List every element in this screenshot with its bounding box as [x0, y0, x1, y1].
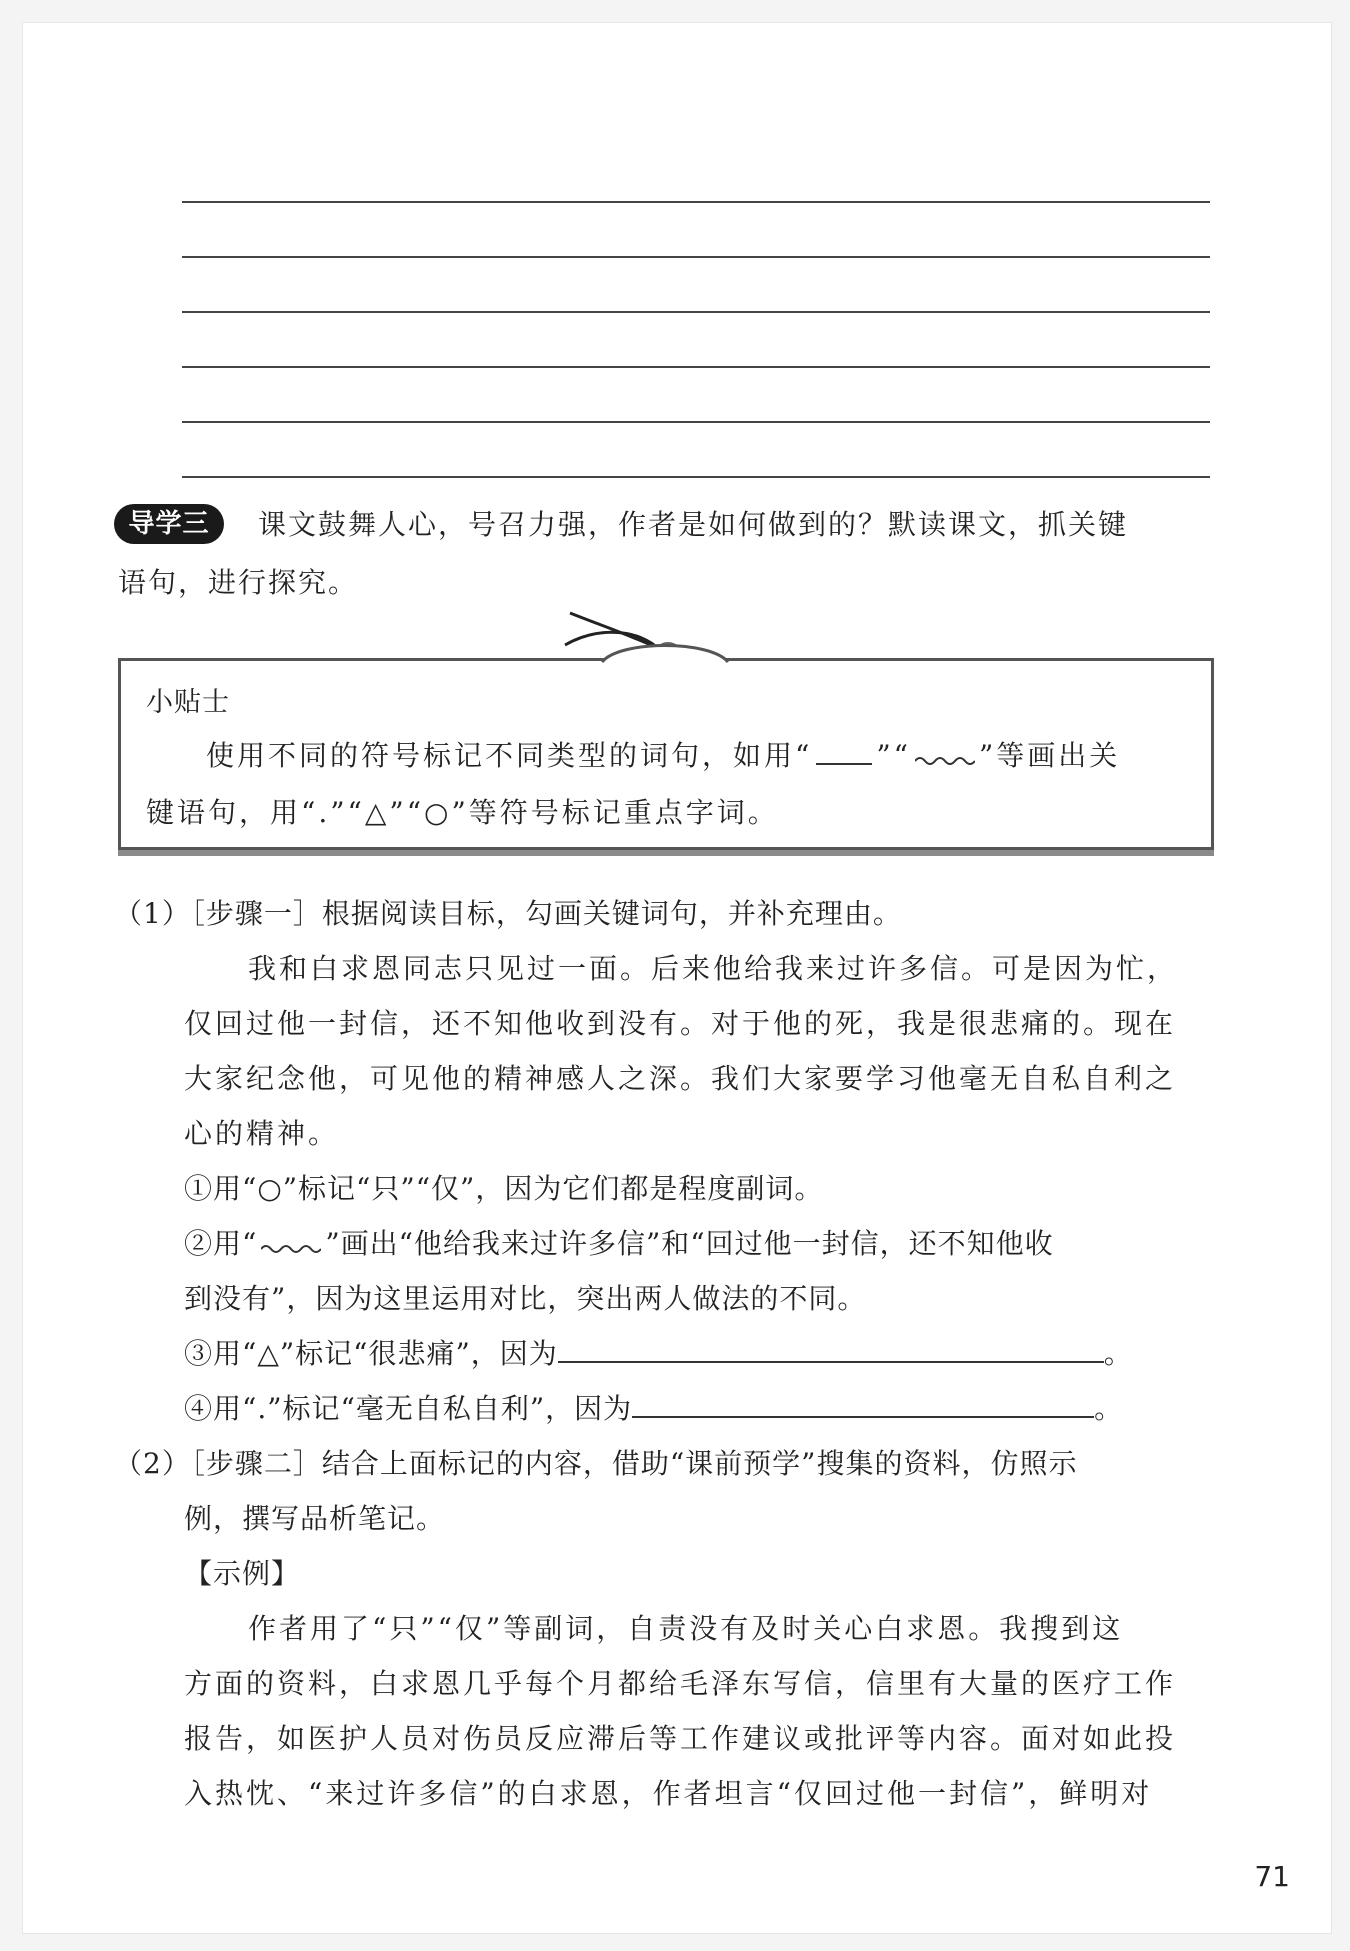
answer-line[interactable]: [182, 366, 1210, 368]
page-number: 71: [1254, 1860, 1290, 1893]
tip-line1-b: ”“: [876, 739, 911, 772]
section-prompt-line2: 语句，进行探究。: [118, 566, 359, 599]
example-line: 入热忱、“来过许多信”的白求恩，作者坦言“仅回过他一封信”，鲜明对: [184, 1777, 1153, 1810]
tip-line2: 键语句，用“.”“△”“○”等符号标记重点字词。: [146, 796, 779, 829]
tip-box-notch: [600, 640, 730, 666]
example-line: 方面的资料，白求恩几乎每个月都给毛泽东写信，信里有大量的医疗工作: [184, 1667, 1177, 1700]
answer-blank[interactable]: [632, 1386, 1094, 1418]
end-mark: 。: [1094, 1392, 1124, 1425]
step1-passage-line: 心的精神。: [184, 1117, 340, 1150]
answer-line[interactable]: [182, 476, 1210, 478]
step1-passage-line: 大家纪念他，可见他的精神感人之深。我们大家要学习他毫无自私自利之: [184, 1062, 1177, 1095]
section-prompt-line1: 课文鼓舞人心，号召力强，作者是如何做到的？默读课文，抓关键: [258, 508, 1129, 541]
step1-item4-text: ④用“.”标记“毫无自私自利”，因为: [184, 1392, 633, 1425]
wavy-line-icon: [261, 1243, 321, 1255]
example-label: 【示例】: [184, 1557, 301, 1590]
step1-item3: [184, 1326, 1133, 1382]
step1-item4: [184, 1381, 1123, 1437]
step1-item2-a: ②用“: [184, 1227, 258, 1260]
step1-passage-line: 仅回过他一封信，还不知他收到没有。对于他的死，我是很悲痛的。现在: [184, 1007, 1177, 1040]
example-line: 作者用了“只”“仅”等副词，自责没有及时关心白求恩。我搜到这: [248, 1612, 1124, 1645]
tip-title: 小贴士: [146, 687, 230, 718]
step1-item1: ①用“○”标记“只”“仅”，因为它们都是程度副词。: [184, 1172, 824, 1205]
wavy-line-icon: [915, 755, 975, 767]
step2-heading-line1: （2）［步骤二］结合上面标记的内容，借助“课前预学”搜集的资料，仿照示: [114, 1447, 1078, 1480]
step1-heading: （1）［步骤一］根据阅读目标，勾画关键词句，并补充理由。: [114, 897, 902, 930]
underline-sample: [816, 737, 872, 765]
step1-item3-text: ③用“△”标记“很悲痛”，因为: [184, 1337, 558, 1370]
step1-item2-b: ”画出“他给我来过许多信”和“回过他一封信，还不知他收: [325, 1227, 1054, 1260]
step2-heading-line2: 例，撰写品析笔记。: [184, 1502, 446, 1535]
answer-line[interactable]: [182, 201, 1210, 203]
answer-line[interactable]: [182, 421, 1210, 423]
tip-line1-c: ”等画出关: [978, 739, 1121, 772]
example-line: 报告，如医护人员对伤员反应滞后等工作建议或批评等内容。面对如此投: [184, 1722, 1177, 1755]
answer-line[interactable]: [182, 256, 1210, 258]
answer-blank[interactable]: [558, 1331, 1104, 1363]
step1-passage-line: 我和白求恩同志只见过一面。后来他给我来过许多信。可是因为忙，: [248, 952, 1179, 985]
step1-item2-line1: [184, 1216, 1054, 1272]
step1-item2-line2: 到没有”，因为这里运用对比，突出两人做法的不同。: [184, 1282, 867, 1315]
end-mark: 。: [1103, 1337, 1133, 1370]
tip-line1-a: 使用不同的符号标记不同类型的词句，如用“: [206, 739, 813, 772]
section-badge: 导学三: [114, 504, 224, 544]
answer-line[interactable]: [182, 311, 1210, 313]
tip-line1: [206, 728, 1120, 784]
